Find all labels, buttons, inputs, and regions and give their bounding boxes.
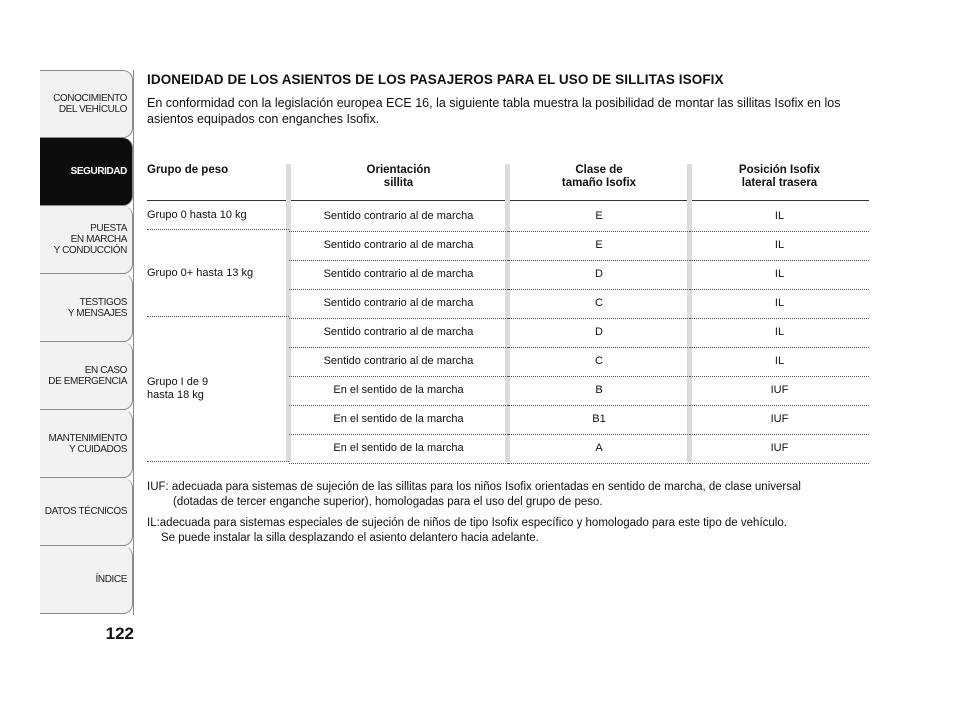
- cell-orientation: En el sentido de la marcha: [289, 434, 508, 464]
- tab-testigos[interactable]: [40, 274, 133, 342]
- tab-label: DATOS TÉCNICOS: [44, 506, 127, 517]
- cell-size-class: E: [508, 202, 690, 232]
- cell-size-class: C: [508, 347, 690, 377]
- tab-label: EN CASO DE EMERGENCIA: [48, 364, 127, 387]
- note-iuf: [147, 480, 869, 510]
- table-row: [147, 376, 869, 405]
- cell-orientation: Sentido contrario al de marcha: [289, 289, 508, 319]
- tab-conocimiento[interactable]: [40, 70, 133, 138]
- tab-label: SEGURIDAD: [70, 166, 127, 177]
- tab-label: CONOCIMIENTO DEL VEHÍCULO: [53, 93, 127, 115]
- note-il-line2: Se puede instalar la silla desplazando el asiento delantero hacia adelante.: [161, 532, 539, 544]
- cell-size-class: B: [508, 376, 690, 406]
- page-title: IDONEIDAD DE LOS ASIENTOS DE LOS PASAJEROS PARA EL USO DE SILLITAS ISOFIX: [147, 72, 724, 87]
- header-orientacion: Orientación sillita: [366, 164, 431, 189]
- cell-size-class: A: [508, 434, 690, 464]
- tab-emergencia[interactable]: [40, 342, 133, 410]
- cell-position: IUF: [690, 376, 869, 406]
- cell-size-class: C: [508, 289, 690, 319]
- tab-puesta-en-marcha[interactable]: [40, 206, 133, 274]
- cell-orientation: Sentido contrario al de marcha: [289, 318, 508, 348]
- table-row: [147, 434, 869, 463]
- cell-position: IL: [690, 347, 869, 377]
- cell-orientation: En el sentido de la marcha: [289, 405, 508, 435]
- tab-indice[interactable]: [40, 546, 133, 614]
- table-row: [147, 405, 869, 434]
- cell-position: IUF: [690, 434, 869, 464]
- isofix-table: [147, 164, 869, 463]
- intro-paragraph: En conformidad con la legislación europea ECE 16, la siguiente tabla muestra la posibilidad de montar las sillitas Isofix en los asientos equipados con enganches Isofix.: [147, 96, 841, 126]
- content: [147, 72, 869, 127]
- table-row: [147, 347, 869, 376]
- cell-size-class: D: [508, 318, 690, 348]
- cell-size-class: E: [508, 231, 690, 261]
- table-row: [147, 202, 869, 231]
- tab-label: TESTIGOS Y MENSAJES: [67, 296, 127, 319]
- sidebar-divider: [133, 70, 134, 615]
- cell-position: IL: [690, 318, 869, 348]
- cell-orientation: Sentido contrario al de marcha: [289, 231, 508, 261]
- table-body: [147, 202, 869, 463]
- table-row: [147, 318, 869, 347]
- tab-label: MANTENIMIENTO Y CUIDADOS: [48, 432, 127, 455]
- tab-mantenimiento[interactable]: [40, 410, 133, 478]
- header-posicion: Posición Isofix lateral trasera: [738, 164, 821, 189]
- weight-group: Grupo 0+ hasta 13 kg: [147, 230, 289, 317]
- cell-position: IL: [690, 260, 869, 290]
- note-il: [147, 516, 869, 546]
- cell-orientation: Sentido contrario al de marcha: [289, 347, 508, 377]
- cell-position: IUF: [690, 405, 869, 435]
- note-iuf-line2: (dotadas de tercer enganche superior), homologadas para el uso del grupo de peso.: [173, 496, 603, 508]
- note-iuf-line1: IUF: adecuada para sistemas de sujeción de las sillitas para los niños Isofix orientadas en sentido de marcha, de clase universal: [147, 481, 801, 493]
- cell-position: IL: [690, 202, 869, 232]
- tab-label: ÍNDICE: [95, 574, 127, 585]
- page-number: 122: [105, 624, 134, 643]
- table-row: [147, 260, 869, 289]
- weight-group: Grupo 0 hasta 10 kg: [147, 201, 289, 230]
- table-row: [147, 289, 869, 318]
- cell-size-class: B1: [508, 405, 690, 435]
- cell-orientation: En el sentido de la marcha: [289, 376, 508, 406]
- header-clase-tamano: Clase de tamaño Isofix: [561, 164, 637, 189]
- footnotes: [147, 480, 869, 552]
- chapter-tabs: [40, 70, 133, 614]
- tab-label: PUESTA EN MARCHA Y CONDUCCIÓN: [53, 223, 127, 256]
- note-il-line1: IL:adecuada para sistemas especiales de sujeción de niños de tipo Isofix específico y homologado para este tipo de vehículo.: [147, 517, 787, 529]
- weight-group: Grupo I de 9 hasta 18 kg: [147, 317, 289, 462]
- cell-orientation: Sentido contrario al de marcha: [289, 202, 508, 232]
- tab-seguridad[interactable]: [40, 138, 133, 206]
- table-row: [147, 231, 869, 260]
- tab-datos-tecnicos[interactable]: [40, 478, 133, 546]
- cell-size-class: D: [508, 260, 690, 290]
- header-grupo-peso: Grupo de peso: [147, 164, 229, 176]
- cell-orientation: Sentido contrario al de marcha: [289, 260, 508, 290]
- cell-position: IL: [690, 289, 869, 319]
- cell-position: IL: [690, 231, 869, 261]
